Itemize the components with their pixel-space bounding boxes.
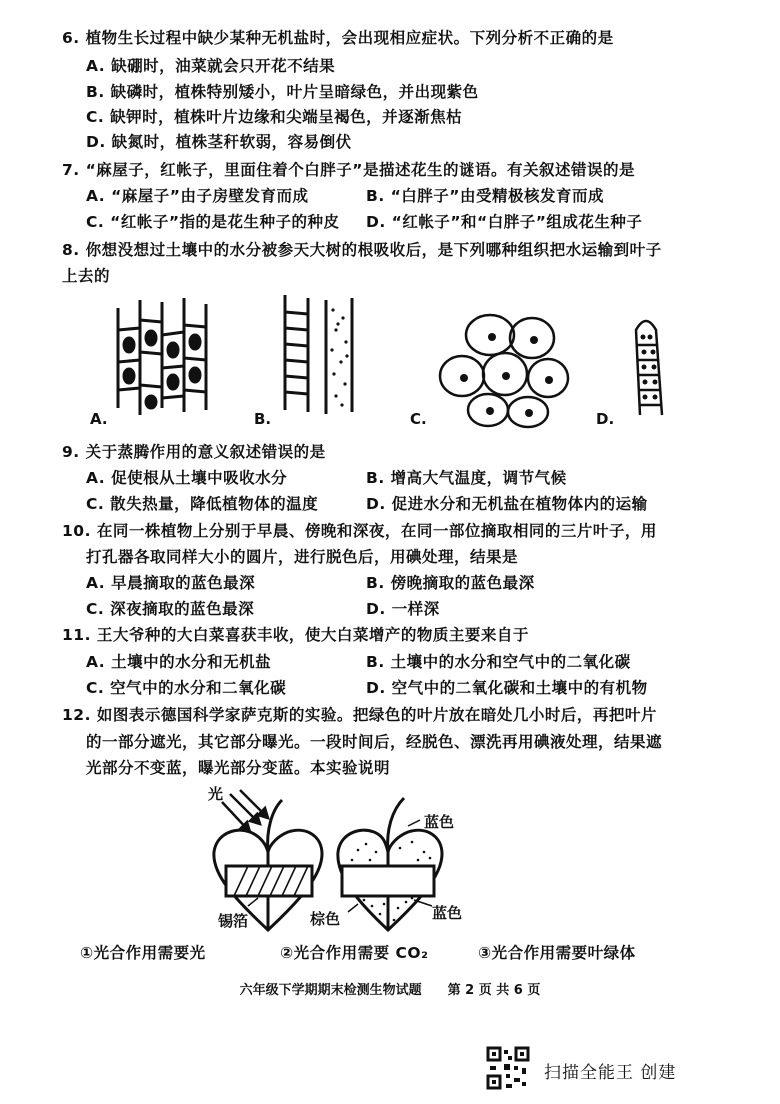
q7-stem: 7. “麻屋子，红帐子，里面住着个白胖子”是描述花生的谜语。有关叙述错误的是 [62, 161, 635, 179]
q8-stem-line1: 8. 你想没想过土壤中的水分被参天大树的根吸收后，是下列哪种组织把水运输到叶子 [62, 241, 662, 259]
q8-stem-line2: 上去的 [62, 267, 111, 285]
q9-option-b: B. 增高大气温度，调节气候 [366, 469, 567, 487]
q12-stem-line1: 12. 如图表示德国科学家萨克斯的实验。把绿色的叶片放在暗处几小时后，再把叶片 [62, 706, 657, 724]
tissue-b-label: B. [254, 410, 272, 428]
tissue-d-figure [636, 321, 662, 415]
q9-stem: 9. 关于蒸腾作用的意义叙述错误的是 [62, 443, 326, 461]
q10-option-d: D. 一样深 [366, 600, 440, 618]
q11-stem: 11. 王大爷种的大白菜喜获丰收，使大白菜增产的物质主要来自于 [62, 626, 529, 644]
q7-option-d: D. “红帐子”和“白胖子”组成花生种子 [366, 213, 643, 231]
q7-option-c: C. “红帐子”指的是花生种子的种皮 [86, 213, 340, 231]
q10-stem-line2: 打孔器各取同样大小的圆片，进行脱色后，用碘处理，结果是 [86, 548, 519, 566]
light-label: 光 [208, 785, 224, 803]
tissue-a-label: A. [90, 410, 108, 428]
tissue-figures [0, 290, 780, 430]
sachs-experiment-figure [0, 780, 780, 940]
q6-option-c: C. 缺钾时，植株叶片边缘和尖端呈褐色，并逐渐焦枯 [86, 108, 463, 126]
q9-option-c: C. 散失热量，降低植物体的温度 [86, 495, 319, 513]
q9-option-d: D. 促进水分和无机盐在植物体内的运输 [366, 495, 648, 513]
qr-code-icon [486, 1046, 530, 1090]
q11-option-c: C. 空气中的水分和二氧化碳 [86, 679, 287, 697]
tissue-c-figure [440, 315, 568, 427]
q6-option-a: A. 缺硼时，油菜就会只开花不结果 [86, 57, 336, 75]
q11-option-b: B. 土壤中的水分和空气中的二氧化碳 [366, 653, 631, 671]
q10-option-a: A. 早晨摘取的蓝色最深 [86, 574, 256, 592]
blue-top-label: 蓝色 [424, 813, 455, 831]
tissue-c-label: C. [410, 410, 427, 428]
q7-option-a: A. “麻屋子”由子房壁发育而成 [86, 187, 309, 205]
q12-conclusion-3: ③光合作用需要叶绿体 [478, 944, 636, 962]
light-arrows [222, 790, 268, 832]
q12-conclusion-1: ①光合作用需要光 [80, 944, 206, 962]
q10-option-b: B. 傍晚摘取的蓝色最深 [366, 574, 535, 592]
tissue-d-label: D. [596, 410, 615, 428]
blue-bottom-label: 蓝色 [432, 904, 463, 922]
q11-option-a: A. 土壤中的水分和无机盐 [86, 653, 272, 671]
tissue-a-figure [118, 298, 206, 415]
q9-option-a: A. 促使根从土壤中吸收水分 [86, 469, 288, 487]
q10-stem-line1: 10. 在同一株植物上分别于早晨、傍晚和深夜，在同一部位摘取相同的三片叶子，用 [62, 522, 657, 540]
q11-option-d: D. 空气中的二氧化碳和土壤中的有机物 [366, 679, 648, 697]
q6-option-d: D. 缺氮时，植株茎秆软弱，容易倒伏 [86, 133, 352, 151]
q12-stem-line2: 的一部分遮光，其它部分曝光。一段时间后，经脱色、漂洗再用碘液处理，结果遮 [86, 733, 663, 751]
tissue-b-figure [285, 295, 352, 414]
q10-option-c: C. 深夜摘取的蓝色最深 [86, 600, 255, 618]
q12-stem-line3: 光部分不变蓝，曝光部分变蓝。本实验说明 [86, 759, 391, 777]
q7-option-b: B. “白胖子”由受精极核发育而成 [366, 187, 604, 205]
foil-label: 锡箔 [218, 912, 249, 930]
q12-conclusion-2: ②光合作用需要 CO₂ [280, 944, 429, 962]
page-footer: 六年级下学期期末检测生物试题 第 2 页 共 6 页 [239, 983, 541, 998]
brown-label: 棕色 [310, 910, 341, 928]
scanner-badge-text: 扫描全能王 创建 [544, 1063, 677, 1083]
q6-stem: 6. 植物生长过程中缺少某种无机盐时，会出现相应症状。下列分析不正确的是 [62, 29, 614, 47]
q6-option-b: B. 缺磷时，植株特别矮小，叶片呈暗绿色，并出现紫色 [86, 83, 479, 101]
